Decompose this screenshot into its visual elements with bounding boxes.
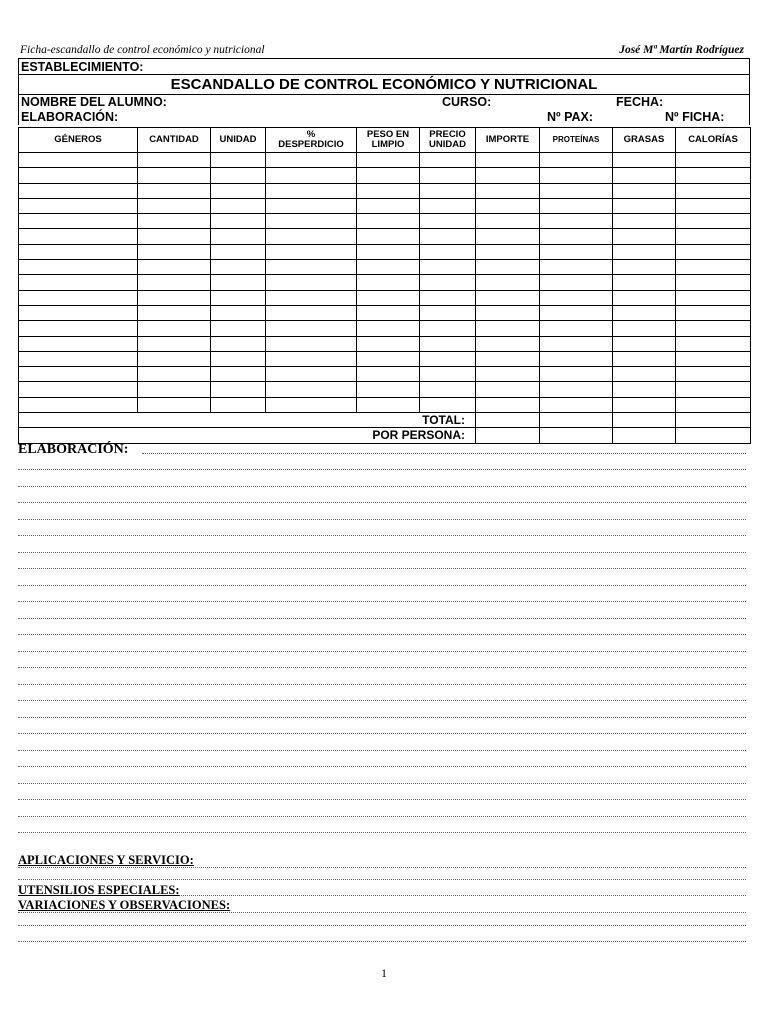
table-cell[interactable]	[476, 367, 540, 382]
table-cell[interactable]	[540, 183, 613, 198]
table-cell[interactable]	[138, 382, 211, 397]
table-cell[interactable]	[476, 153, 540, 168]
writing-line[interactable]	[18, 667, 746, 668]
table-cell[interactable]	[676, 198, 751, 213]
table-cell[interactable]	[676, 336, 751, 351]
table-cell[interactable]	[19, 321, 138, 336]
col-cantidad: CANTIDAD	[138, 128, 211, 153]
table-cell[interactable]	[476, 244, 540, 259]
table-row	[19, 367, 751, 382]
table-cell[interactable]	[266, 275, 357, 290]
table-row	[19, 275, 751, 290]
total-row-label: TOTAL:	[19, 413, 476, 428]
table-cell[interactable]	[211, 336, 266, 351]
table-cell[interactable]	[19, 336, 138, 351]
writing-line[interactable]	[18, 618, 746, 619]
table-cell[interactable]	[211, 351, 266, 366]
table-cell[interactable]	[613, 244, 676, 259]
table-cell[interactable]	[19, 244, 138, 259]
writing-line[interactable]	[18, 502, 746, 503]
table-header-row	[19, 128, 751, 153]
writing-line[interactable]	[18, 816, 746, 817]
table-cell[interactable]	[476, 336, 540, 351]
table-row	[19, 153, 751, 168]
table-cell[interactable]	[540, 214, 613, 229]
elaboracion-section-title: ELABORACIÓN:	[18, 442, 129, 457]
col-grasas: GRASAS	[613, 128, 676, 153]
table-row	[19, 168, 751, 183]
table-cell[interactable]	[19, 260, 138, 275]
info-row-2	[19, 110, 749, 125]
table-cell[interactable]	[540, 397, 613, 412]
table-cell[interactable]	[266, 336, 357, 351]
table-cell[interactable]	[138, 290, 211, 305]
total-cell[interactable]	[540, 428, 613, 443]
table-cell[interactable]	[19, 198, 138, 213]
table-cell[interactable]	[138, 168, 211, 183]
table-cell[interactable]	[266, 321, 357, 336]
table-row	[19, 198, 751, 213]
table-cell[interactable]	[138, 275, 211, 290]
table-cell[interactable]	[19, 397, 138, 412]
col-unidad: UNIDAD	[211, 128, 266, 153]
table-cell[interactable]	[357, 183, 420, 198]
table-cell[interactable]	[476, 382, 540, 397]
table-cell[interactable]	[420, 382, 476, 397]
table-cell[interactable]	[357, 229, 420, 244]
n-pax-field[interactable]: Nº PAX:	[547, 110, 594, 124]
table-cell[interactable]	[138, 183, 211, 198]
table-cell[interactable]	[19, 367, 138, 382]
table-cell[interactable]	[19, 351, 138, 366]
table-cell[interactable]	[420, 351, 476, 366]
table-cell[interactable]	[19, 382, 138, 397]
table-row	[19, 397, 751, 412]
writing-line[interactable]	[18, 601, 746, 602]
table-cell[interactable]	[676, 351, 751, 366]
table-cell[interactable]	[420, 214, 476, 229]
table-row	[19, 229, 751, 244]
writing-line[interactable]	[18, 585, 746, 586]
writing-line[interactable]	[18, 733, 746, 734]
nombre-alumno-field[interactable]: NOMBRE DEL ALUMNO:	[21, 95, 167, 109]
table-cell[interactable]	[420, 367, 476, 382]
table-cell[interactable]	[211, 397, 266, 412]
total-cell[interactable]	[476, 413, 540, 428]
col-generos: GÉNEROS	[19, 128, 138, 153]
writing-line[interactable]	[18, 568, 746, 569]
table-cell[interactable]	[476, 168, 540, 183]
table-cell[interactable]	[540, 305, 613, 320]
table-cell[interactable]	[266, 397, 357, 412]
writing-line[interactable]	[18, 912, 746, 913]
table-cell[interactable]	[138, 198, 211, 213]
table-cell[interactable]	[138, 397, 211, 412]
writing-line[interactable]	[18, 717, 746, 718]
total-cell[interactable]	[613, 413, 676, 428]
table-cell[interactable]	[211, 198, 266, 213]
table-cell[interactable]	[613, 214, 676, 229]
table-cell[interactable]	[676, 244, 751, 259]
table-cell[interactable]	[676, 321, 751, 336]
total-cell[interactable]	[676, 428, 751, 443]
table-cell[interactable]	[266, 153, 357, 168]
table-cell[interactable]	[211, 244, 266, 259]
table-cell[interactable]	[138, 336, 211, 351]
table-cell[interactable]	[540, 198, 613, 213]
n-ficha-field[interactable]: Nº FICHA:	[665, 110, 725, 124]
writing-line[interactable]	[18, 651, 746, 652]
table-cell[interactable]	[420, 229, 476, 244]
table-row	[19, 214, 751, 229]
table-row	[19, 244, 751, 259]
table-cell[interactable]	[676, 305, 751, 320]
total-cell[interactable]	[540, 413, 613, 428]
table-cell[interactable]	[476, 275, 540, 290]
table-cell[interactable]	[476, 397, 540, 412]
table-cell[interactable]	[211, 183, 266, 198]
table-row	[19, 336, 751, 351]
writing-line[interactable]	[18, 799, 746, 800]
table-cell[interactable]	[138, 214, 211, 229]
table-cell[interactable]	[476, 183, 540, 198]
col-calorias: CALORÍAS	[676, 128, 751, 153]
col-precio-unidad: PRECIO UNIDAD	[420, 128, 476, 153]
table-cell[interactable]	[676, 397, 751, 412]
table-cell[interactable]	[676, 290, 751, 305]
table-cell[interactable]	[211, 214, 266, 229]
table-cell[interactable]	[540, 351, 613, 366]
table-cell[interactable]	[138, 244, 211, 259]
table-cell[interactable]	[613, 351, 676, 366]
table-cell[interactable]	[357, 290, 420, 305]
table-cell[interactable]	[676, 275, 751, 290]
table-cell[interactable]	[476, 321, 540, 336]
table-cell[interactable]	[357, 321, 420, 336]
writing-line[interactable]	[18, 766, 746, 767]
table-cell[interactable]	[357, 336, 420, 351]
table-cell[interactable]	[211, 229, 266, 244]
table-cell[interactable]	[138, 367, 211, 382]
table-cell[interactable]	[266, 229, 357, 244]
table-cell[interactable]	[540, 382, 613, 397]
table-cell[interactable]	[476, 260, 540, 275]
header-author: José Mª Martín Rodríguez	[619, 44, 744, 56]
table-cell[interactable]	[420, 198, 476, 213]
table-cell[interactable]	[540, 290, 613, 305]
aplicaciones-label: APLICACIONES Y SERVICIO:	[18, 853, 194, 867]
table-cell[interactable]	[266, 244, 357, 259]
writing-line[interactable]	[18, 783, 746, 784]
table-row	[19, 260, 751, 275]
writing-line[interactable]	[18, 486, 746, 487]
fecha-field[interactable]: FECHA:	[616, 95, 664, 109]
table-cell[interactable]	[357, 351, 420, 366]
table-cell[interactable]	[266, 290, 357, 305]
table-cell[interactable]	[357, 260, 420, 275]
writing-line[interactable]	[18, 925, 746, 926]
table-cell[interactable]	[613, 367, 676, 382]
col-peso-limpio: PESO EN LIMPIO	[357, 128, 420, 153]
table-cell[interactable]	[266, 198, 357, 213]
table-cell[interactable]	[613, 260, 676, 275]
table-cell[interactable]	[676, 153, 751, 168]
variaciones-label: VARIACIONES Y OBSERVACIONES:	[18, 898, 231, 912]
table-cell[interactable]	[138, 153, 211, 168]
table-cell[interactable]	[19, 153, 138, 168]
table-cell[interactable]	[540, 168, 613, 183]
table-cell[interactable]	[420, 397, 476, 412]
table-cell[interactable]	[476, 214, 540, 229]
table-cell[interactable]	[540, 336, 613, 351]
table-cell[interactable]	[211, 168, 266, 183]
table-cell[interactable]	[19, 275, 138, 290]
writing-line[interactable]	[18, 535, 746, 536]
table-cell[interactable]	[676, 168, 751, 183]
table-cell[interactable]	[613, 336, 676, 351]
table-cell[interactable]	[266, 183, 357, 198]
table-row	[19, 183, 751, 198]
table-cell[interactable]	[357, 198, 420, 213]
table-cell[interactable]	[676, 214, 751, 229]
table-cell[interactable]	[676, 183, 751, 198]
writing-line[interactable]	[18, 519, 746, 520]
table-cell[interactable]	[613, 183, 676, 198]
total-row	[19, 413, 751, 428]
table-row	[19, 305, 751, 320]
table-cell[interactable]	[540, 244, 613, 259]
table-cell[interactable]	[540, 260, 613, 275]
table-cell[interactable]	[357, 367, 420, 382]
table-cell[interactable]	[613, 275, 676, 290]
table-cell[interactable]	[540, 153, 613, 168]
table-cell[interactable]	[540, 367, 613, 382]
escandallo-table	[18, 127, 751, 444]
table-cell[interactable]	[420, 244, 476, 259]
table-cell[interactable]	[266, 168, 357, 183]
table-cell[interactable]	[138, 260, 211, 275]
table-cell[interactable]	[19, 229, 138, 244]
per-person-row-label: POR PERSONA:	[19, 428, 476, 443]
table-cell[interactable]	[138, 321, 211, 336]
table-cell[interactable]	[540, 321, 613, 336]
table-cell[interactable]	[19, 290, 138, 305]
table-cell[interactable]	[476, 305, 540, 320]
col-proteinas: PROTEÍNAS	[540, 128, 613, 153]
total-cell[interactable]	[676, 413, 751, 428]
table-cell[interactable]	[211, 153, 266, 168]
table-cell[interactable]	[476, 229, 540, 244]
table-cell[interactable]	[266, 382, 357, 397]
table-cell[interactable]	[266, 305, 357, 320]
table-cell[interactable]	[540, 229, 613, 244]
table-cell[interactable]	[211, 367, 266, 382]
writing-line[interactable]	[18, 634, 746, 635]
table-cell[interactable]	[476, 198, 540, 213]
table-cell[interactable]	[476, 290, 540, 305]
table-cell[interactable]	[138, 351, 211, 366]
col-importe: IMPORTE	[476, 128, 540, 153]
table-cell[interactable]	[211, 305, 266, 320]
table-cell[interactable]	[266, 260, 357, 275]
table-row	[19, 290, 751, 305]
table-cell[interactable]	[138, 229, 211, 244]
table-cell[interactable]	[211, 260, 266, 275]
table-row	[19, 351, 751, 366]
info-row-1	[19, 95, 749, 110]
writing-line[interactable]	[18, 832, 746, 833]
writing-line[interactable]	[18, 469, 746, 470]
table-cell[interactable]	[357, 397, 420, 412]
page-number: 1	[381, 966, 387, 980]
table-cell[interactable]	[211, 275, 266, 290]
writing-line[interactable]	[18, 867, 746, 868]
table-cell[interactable]	[613, 290, 676, 305]
header-doc-title: Ficha-escandallo de control económico y nutricional	[20, 44, 265, 56]
table-cell[interactable]	[19, 183, 138, 198]
table-cell[interactable]	[613, 153, 676, 168]
table-cell[interactable]	[613, 229, 676, 244]
curso-field[interactable]: CURSO:	[442, 95, 492, 109]
table-cell[interactable]	[676, 260, 751, 275]
table-row	[19, 382, 751, 397]
table-cell[interactable]	[420, 321, 476, 336]
total-cell[interactable]	[476, 428, 540, 443]
table-cell[interactable]	[266, 214, 357, 229]
table-cell[interactable]	[357, 244, 420, 259]
table-cell[interactable]	[357, 153, 420, 168]
table-cell[interactable]	[613, 382, 676, 397]
table-cell[interactable]	[211, 382, 266, 397]
table-cell[interactable]	[357, 275, 420, 290]
table-cell[interactable]	[19, 168, 138, 183]
table-cell[interactable]	[420, 260, 476, 275]
table-cell[interactable]	[19, 214, 138, 229]
table-cell[interactable]	[613, 305, 676, 320]
table-cell[interactable]	[266, 367, 357, 382]
table-cell[interactable]	[613, 397, 676, 412]
table-cell[interactable]	[476, 351, 540, 366]
col-desperdicio: % DESPERDICIO	[266, 128, 357, 153]
table-cell[interactable]	[420, 153, 476, 168]
table-cell[interactable]	[138, 305, 211, 320]
table-cell[interactable]	[613, 168, 676, 183]
writing-line[interactable]	[142, 453, 746, 454]
writing-line[interactable]	[18, 941, 746, 942]
table-cell[interactable]	[211, 290, 266, 305]
table-cell[interactable]	[540, 275, 613, 290]
table-cell[interactable]	[211, 321, 266, 336]
table-cell[interactable]	[676, 229, 751, 244]
table-cell[interactable]	[357, 168, 420, 183]
table-cell[interactable]	[357, 214, 420, 229]
writing-line[interactable]	[18, 700, 746, 701]
elaboracion-field[interactable]: ELABORACIÓN:	[21, 110, 119, 124]
table-cell[interactable]	[357, 382, 420, 397]
table-cell[interactable]	[676, 382, 751, 397]
table-cell[interactable]	[420, 183, 476, 198]
establecimiento-field[interactable]: ESTABLECIMIENTO:	[19, 59, 749, 75]
table-cell[interactable]	[19, 305, 138, 320]
table-cell[interactable]	[420, 305, 476, 320]
form-title: ESCANDALLO DE CONTROL ECONÓMICO Y NUTRICIONAL	[19, 75, 749, 95]
writing-line[interactable]	[18, 684, 746, 685]
table-cell[interactable]	[613, 321, 676, 336]
table-cell[interactable]	[420, 290, 476, 305]
table-cell[interactable]	[676, 367, 751, 382]
form-header-box	[18, 59, 750, 125]
writing-line[interactable]	[18, 750, 746, 751]
table-cell[interactable]	[420, 336, 476, 351]
per-person-row	[19, 428, 751, 443]
table-cell[interactable]	[420, 275, 476, 290]
writing-line[interactable]	[18, 552, 746, 553]
table-cell[interactable]	[266, 351, 357, 366]
table-row	[19, 321, 751, 336]
utensilios-label: UTENSILIOS ESPECIALES:	[18, 883, 180, 897]
table-cell[interactable]	[357, 305, 420, 320]
table-cell[interactable]	[420, 168, 476, 183]
writing-line[interactable]	[18, 879, 746, 880]
total-cell[interactable]	[613, 428, 676, 443]
table-cell[interactable]	[613, 198, 676, 213]
